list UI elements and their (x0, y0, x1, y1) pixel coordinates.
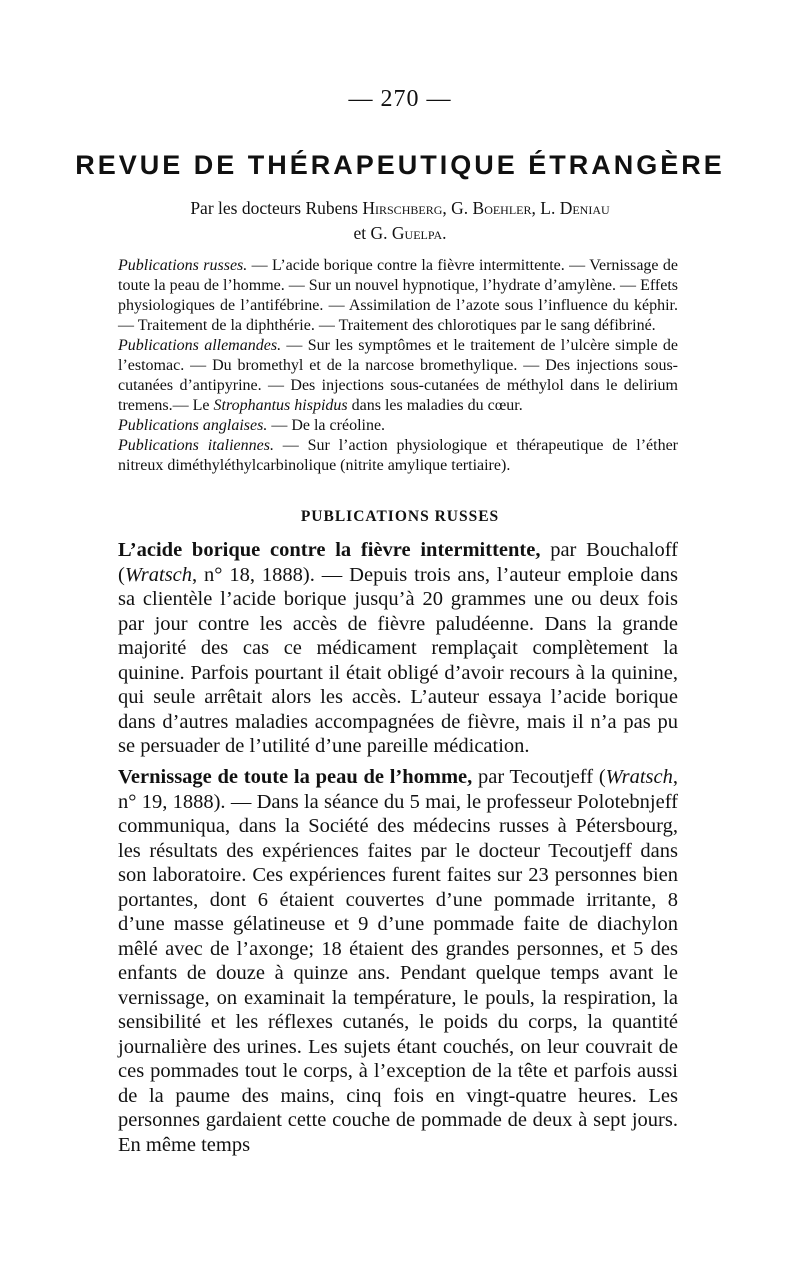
article-acide-borique (118, 538, 678, 759)
summary-text: — Sur l’action physiologique et thérapeutique de l’éther nitreux diméthyléthylcarbinolique (nitrite amylique tertiaire). (118, 437, 678, 474)
author-name: Guelpa (391, 223, 443, 243)
authors-line-2 (120, 221, 680, 246)
article-paragraph (118, 765, 678, 1157)
article-heading: L’acide borique contre la fièvre intermittente, (118, 539, 541, 561)
summary-italiennes (118, 436, 678, 476)
journal-name: Wratsch (124, 563, 193, 586)
authors-line-1 (120, 196, 680, 221)
summary-italic: Strophantus hispidus (213, 397, 348, 414)
author-name: Deniau (559, 198, 610, 218)
summary-text: — Sur les symptômes et le traitement de l’ulcère simple de l’estomac. — Du bromethyl et de la narcose bromethylique. — Des injections sous-cutanées d’antipyrine. — Des injections sous-cutanées de méthylol dans le delirium tremens.— Le (118, 337, 679, 414)
section-heading: PUBLICATIONS RUSSES (300, 508, 500, 525)
author-name: Boehler (472, 198, 532, 218)
article-text: par Bouchaloff ( (118, 539, 678, 586)
summary-lead: Publications anglaises. (118, 417, 268, 434)
summary-text: — De la créoline. (267, 417, 386, 434)
authors-separator: , L. (531, 198, 556, 218)
page-title: REVUE DE THÉRAPEUTIQUE ÉTRANGÈRE (75, 150, 725, 180)
summary-text: dans les maladies du cœur. (347, 397, 523, 414)
summary-russes (118, 256, 678, 336)
summary-lead: Publications russes. (118, 257, 248, 274)
article-text: par Tecoutjeff ( (472, 766, 606, 788)
authors-prefix: Par les docteurs Rubens (190, 198, 358, 218)
summary-allemandes (118, 336, 678, 416)
article-paragraph (118, 538, 678, 759)
table-of-contents-summary (118, 256, 678, 476)
summary-text: — L’acide borique contre la fièvre intermittente. — Vernissage de toute la peau de l’homme. — Sur un nouvel hypnotique, l’hydrate d’amylène. — Effets physiologiques de l’antifébrine. — Assimilation de l’azote sous l’influence du képhir. — Traitement de la diphthérie. — Traitement des chlorotiques par le sang défibriné. (118, 257, 679, 334)
authors-byline (120, 196, 680, 246)
authors-and: et G. (353, 223, 388, 243)
article-vernissage (118, 765, 678, 1157)
author-name: Hirschberg (362, 198, 443, 218)
journal-name: Wratsch (605, 766, 673, 788)
summary-lead: Publications italiennes. (118, 437, 274, 454)
authors-separator: , G. (442, 198, 469, 218)
page-number: — 270 — (348, 86, 452, 112)
article-text: , n° 19, 1888). — Dans la séance du 5 mai, le professeur Polotebnjeff communiqua, dans la Société des médecins russes à Pétersbourg, les résultats des expériences faites par le docteur Tecoutjeff dans son laboratoire. Ces expériences furent faites sur 23 personnes bien portantes, dont 6 étaient couvertes d’une pommade irritante, 8 d’une masse gélatineuse et 9 d’une pommade faite de diachylon mêlé avec de l’axonge; 18 étaient des grandes personnes, et 5 des enfants de douze à quinze ans. Pendant quelque temps avant le vernissage, on examinait la température, le pouls, la respiration, la sensibilité et les réflexes cutanés, le poids du corps, la quantité journalière des urines. Les sujets étant couchés, on leur couvrait de ces pommades tout le corps, à l’exception de la tête et parfois aussi de la paume des mains, cinq fois en vingt-quatre heures. Les personnes gardaient cette couche de pommade de deux à sept jours. En même temps (118, 766, 678, 1156)
article-text: , n° 18, 1888). — Depuis trois ans, l’auteur emploie dans sa clientèle l’acide borique jusqu’à 20 grammes une ou deux fois par jour contre les accès de fièvre paludéenne. Dans la grande majorité des cas ce médicament remplaçait complètement la quinine. Parfois pourtant il était obligé d’avoir recours à la quinine, qui seule arrêtait alors les accès. L’auteur essaya l’acide borique dans d’autres maladies accompagnées de fièvre, mais il n’a pas pu se persuader de l’utilité d’une pareille médication. (118, 563, 678, 757)
summary-lead: Publications allemandes. (118, 337, 282, 354)
summary-anglaises (118, 416, 678, 436)
authors-suffix: . (442, 223, 447, 243)
article-heading: Vernissage de toute la peau de l’homme, (118, 766, 473, 788)
